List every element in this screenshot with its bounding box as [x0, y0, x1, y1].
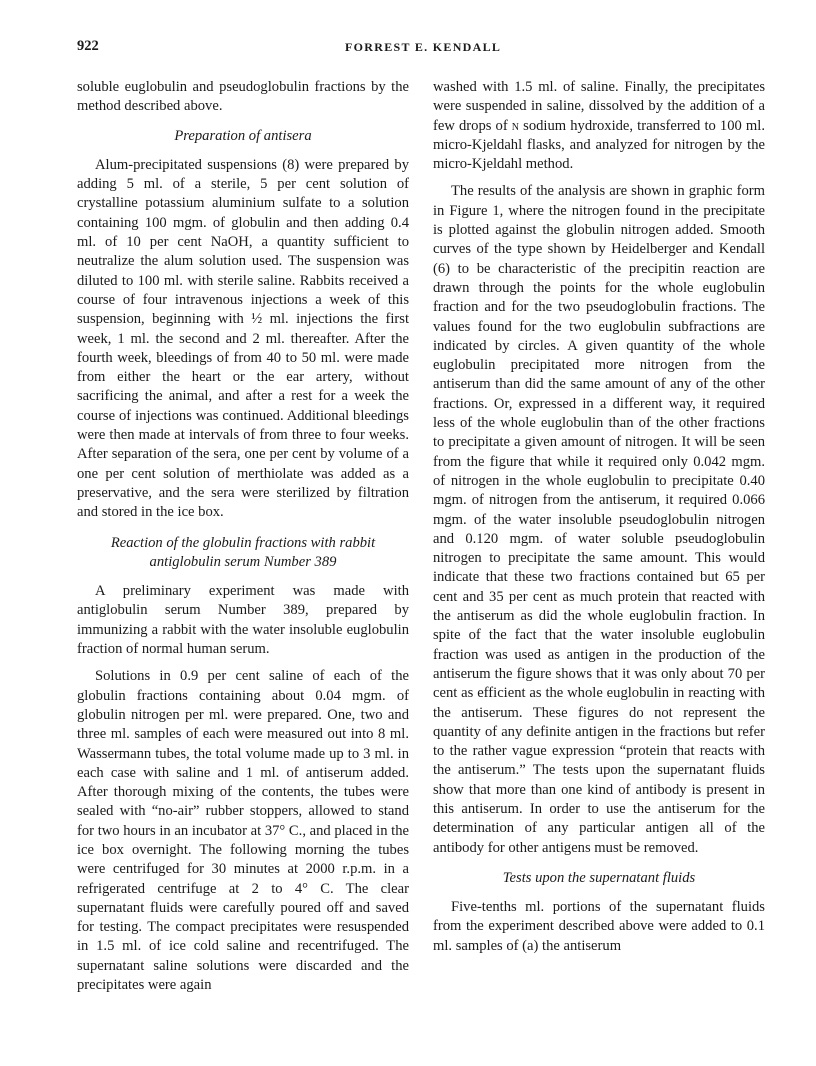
author-running-head: FORREST E. KENDALL	[345, 40, 502, 54]
paragraph-results: The results of the analysis are shown in graphic form in Figure 1, where the nitrogen found in the precipitate is plotted against the globulin nitrogen added. Smooth curves of the type shown by Heidelberger and Kendall (6) to be characteristic of the precipitin reaction are drawn through the points for the whole euglobulin fraction and for the two pseudoglobulin fractions. The values found for the two euglobulin subfractions are indicated by circles. A given quantity of the whole euglobulin precipitated more nitrogen from the antiserum than did the same amount of any of the other fractions. Or, expressed in a different way, it required less of the whole euglobulin than of the other fractions to precipitate a given amount of nitrogen. It will be seen from the figure that while it required only 0.042 mgm. of nitrogen in the whole euglobulin to precipitate 0.40 mgm. of nitrogen from the antiserum, it required 0.066 mgm. of the water insoluble pseudoglobulin nitrogen and 0.120 mgm. of water soluble pseudoglobulin nitrogen to precipitate the same amount. This would indicate that these two fractions contained but 65 per cent and 35 per cent as much protein that reacted with the antiserum as did the whole euglobulin fraction. In spite of the fact that the water insoluble euglobulin fraction was used as antigen in the production of the antiserum the figure shows that it was only about 70 per cent as efficient as the whole euglobulin in reacting with the antiserum. These figures do not represent the quantity of any definite antigen in the fractions but refer to the rather vague expression “protein that reacts with the antiserum.” The tests upon the supernatant fluids show that more than one kind of antibody is present in this antiserum. In order to use the antiserum for the determination of any particular antigen all of the antibody for other antigens must be removed.	[433, 183, 765, 856]
left-column	[77, 78, 409, 995]
continued-paragraph: soluble euglobulin and pseudoglobulin fractions by the method described above.	[77, 79, 409, 115]
paragraph-supernatant-tests: Five-tenths ml. portions of the supernatant fluids from the experiment described above were added to 0.1 ml. samples of (a) the antiserum	[433, 899, 765, 954]
section-heading-globulin-reaction: Reaction of the globulin fractions with rabbit antiglobulin serum Number 389	[110, 534, 376, 570]
page-number: 922	[77, 38, 99, 54]
journal-page	[77, 38, 767, 1048]
paragraph-preliminary-experiment: A preliminary experiment was made with antiglobulin serum Number 389, prepared by immunizing a rabbit with the water insoluble euglobulin fraction of normal human serum.	[77, 583, 409, 658]
washing-text-part-1: washed with 1.5 ml. of saline. Finally, the precipitates were suspended in saline, dissolved by the addition of a few drops of	[433, 79, 765, 134]
paragraph-antisera-preparation: Alum-precipitated suspensions (8) were prepared by adding 5 ml. of a sterile, 5 per cent solution of crystalline potassium aluminium sulfate to a solution containing 100 mgm. of globulin and then adding 0.4 ml. of 10 per cent NaOH, a quantity sufficient to neutralize the alum solution used. The suspension was diluted to 100 ml. with sterile saline. Rabbits received a course of four intravenous injections a week of this suspension, beginning with ½ ml. injections the first week, 1 ml. the second and 2 ml. thereafter. After the fourth week, bleedings of from 40 to 50 ml. were made from either the heart or the ear artery, without sacrificing the animal, and after a rest for a week the course of injections was continued. Additional bleedings were then made at intervals of from three to four weeks. After separation of the sera, one per cent by volume of a one per cent solution of merthiolate was added as a preservative, and the sera were sterilized by filtration and stored in the ice box.	[77, 156, 409, 521]
continued-paragraph-washing	[433, 78, 765, 174]
normality-symbol: n	[511, 117, 520, 134]
running-head	[77, 38, 767, 66]
washing-text-part-2: sodium hydroxide, transferred to 100 ml. micro-Kjeldahl flasks, and analyzed for nitrogen by the micro-Kjeldahl method.	[433, 117, 765, 173]
paragraph-solutions: Solutions in 0.9 per cent saline of each of the globulin fractions containing about 0.04 mgm. of globulin nitrogen per ml. were prepared. One, two and three ml. samples of each were measured out into 8 ml. Wassermann tubes, the total volume made up to 3 ml. in each case with saline and 1 ml. of antiserum added. After thorough mixing of the contents, the tubes were sealed with “no-air” rubber stoppers, allowed to stand for two hours in an incubator at 37° C., and placed in the ice box overnight. The following morning the tubes were centrifuged for 30 minutes at 2000 r.p.m. in a refrigerated centrifuge at 2 to 4° C. The clear supernatant fluids were carefully poured off and saved for testing. The compact precipitates were resuspended in 1.5 ml. of ice cold saline and recentrifuged. The supernatant saline solutions were discarded and the precipitates were again	[77, 668, 409, 994]
right-column	[433, 78, 765, 956]
section-heading-supernatant-tests: Tests upon the supernatant fluids	[502, 869, 696, 886]
section-heading-preparation-of-antisera: Preparation of antisera	[174, 127, 312, 144]
